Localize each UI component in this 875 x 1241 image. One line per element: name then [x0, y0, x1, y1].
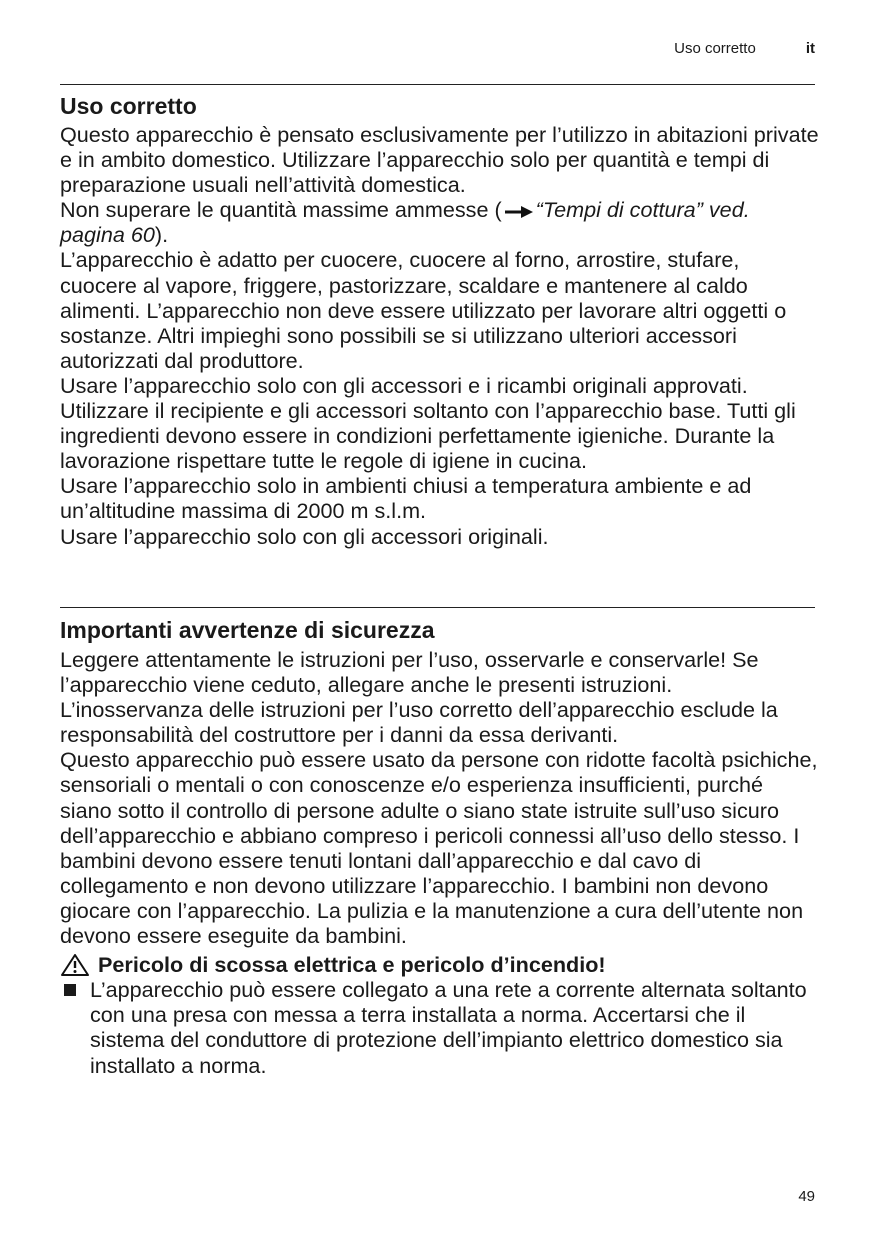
cross-reference-link[interactable]: “Tempi di cottura” ved. pagina 60 [60, 197, 750, 248]
paragraph: Usare l’apparecchio solo in ambienti chiusi a temperatura ambiente e ad un’altitudine massima di 2000 m s.l.m. [60, 473, 752, 524]
list-item [60, 977, 820, 1077]
paragraph: Questo apparecchio può essere usato da persone con ridotte facoltà psichiche, sensoriali o mentali o con conoscenze e/o esperienza insufficienti, purché siano sotto il controllo di persone adulte o siano state istruite sull’uso sicuro dell’apparecchio e abbiano compreso i pericoli connessi all’uso dello stesso. I bambini devono essere tenuti lontani dall’apparecchio e dal cavo di collegamento e non devono utilizzare l’apparecchio. I bambini non devono giocare con l’apparecchio. La pulizia e la manutenzione a cura dell’utente non devono essere eseguite da bambini. [60, 747, 818, 949]
section-title: Importanti avvertenze di sicurezza [60, 617, 435, 643]
paragraph: Leggere attentamente le istruzioni per l’uso, osservarle e conservarle! Se l’apparecchio viene ceduto, allegare anche le presenti istruzioni. L’inosservanza delle istruzioni per l’uso corretto dell’apparecchio esclude la responsabilità del costruttore per i danni da essa derivanti. [60, 647, 778, 748]
paragraph: Usare l’apparecchio solo con gli accessori e i ricambi originali approvati. Utilizzare il recipiente e gli accessori soltanto con l’apparecchio base. Tutti gli ingredienti devono essere in condizioni perfettamente igieniche. Durante la lavorazione rispettare tutte le regole di igiene in cucina. [60, 372, 796, 474]
section-uso-corretto [60, 92, 820, 549]
paragraph-max-quantities [60, 197, 820, 247]
arrow-right-icon [504, 205, 534, 219]
top-divider [60, 84, 815, 85]
header-section: Uso corretto [674, 40, 756, 57]
warning-triangle-icon [60, 953, 90, 977]
square-bullet-icon [64, 984, 76, 996]
header-language: it [805, 40, 815, 57]
list-item-text: L’apparecchio può essere collegato a una rete a corrente alternata soltanto con una presa con messa a terra installata a norma. Accertarsi che il sistema del conduttore di protezione dell’impianto elettrico domestico sia installato a norma. [90, 977, 807, 1078]
page-number: 49 [798, 1188, 815, 1205]
section-divider [60, 607, 815, 608]
warning-title: Pericolo di scossa elettrica e pericolo d’incendio! [98, 952, 606, 978]
paragraph: L’apparecchio è adatto per cuocere, cuocere al forno, arrostire, stufare, cuocere al vapore, friggere, pastorizzare, scaldare e mantenere al caldo alimenti. L’apparecchio non deve essere utilizzato per lavorare altri oggetti o sostanze. Altri impieghi sono possibili se si utilizzano ulteriori accessori autorizzati dal produttore. [60, 247, 787, 373]
warning-heading [60, 952, 820, 977]
paragraph-text: ). [154, 222, 169, 248]
paragraph-text: Non superare le quantità massime ammesse ( [60, 197, 502, 223]
running-header [674, 40, 815, 57]
section-title: Uso corretto [60, 93, 197, 119]
section-safety [60, 616, 820, 1078]
paragraph: Questo apparecchio è pensato esclusivamente per l’utilizzo in abitazioni private e in ambito domestico. Utilizzare l’apparecchio solo per quantità e tempi di preparazione usuali nell’attività domestica. [60, 122, 819, 198]
paragraph: Usare l’apparecchio solo con gli accessori originali. [60, 523, 549, 549]
